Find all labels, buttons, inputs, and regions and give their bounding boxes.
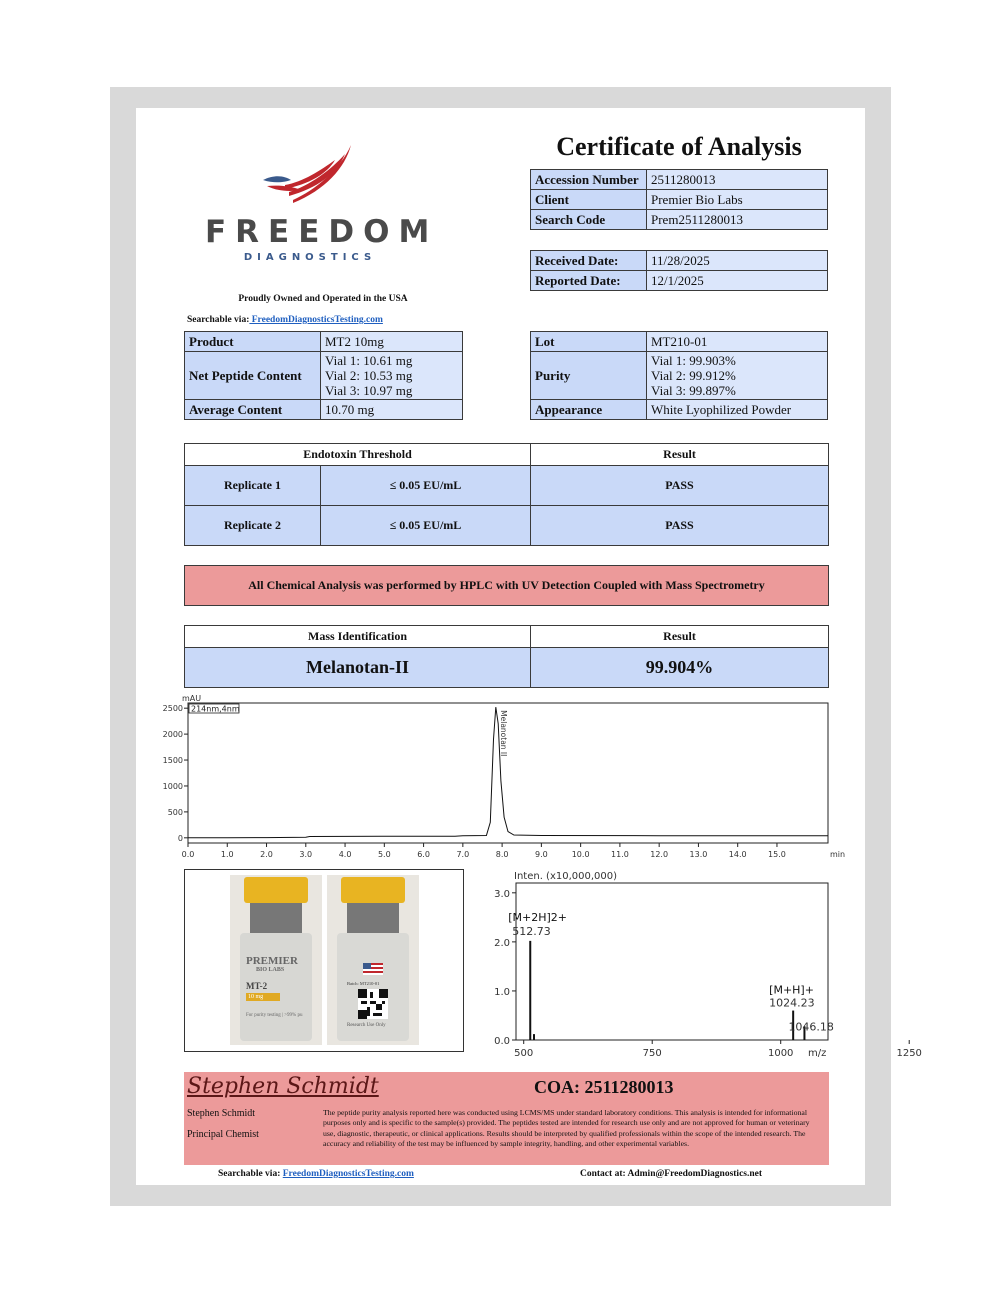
vial-note: For purity testing | >99% pu xyxy=(246,1013,303,1018)
x-tick-label: 12.0 xyxy=(650,850,669,859)
search-code-row: Search Code Prem2511280013 xyxy=(531,210,828,230)
x-tick-label: 11.0 xyxy=(610,850,629,859)
legend-entry: 214nm,4nm xyxy=(191,704,240,714)
y-tick-label: 3.0 xyxy=(494,888,510,900)
vial-neck xyxy=(250,903,302,933)
endotoxin-header: Endotoxin Threshold Result xyxy=(185,444,829,466)
y-tick-label: 500 xyxy=(167,807,183,817)
hplc-chromatogram xyxy=(150,690,846,868)
received-row: Received Date: 11/28/2025 xyxy=(531,251,828,271)
signature: Stephen Schmidt xyxy=(187,1074,379,1099)
x-tick-label: 1.0 xyxy=(220,850,234,859)
vial-logo-icon: PREMIER BIO LABS xyxy=(246,955,298,973)
table-row: Replicate 2 ≤ 0.05 EU/mL PASS xyxy=(185,506,829,546)
y-tick-label: 0 xyxy=(177,833,183,843)
x-tick-label: 10.0 xyxy=(571,850,590,859)
x-tick-label: 750 xyxy=(642,1048,662,1059)
x-tick-label: 9.0 xyxy=(535,850,548,859)
vial2-purity: Vial 2: 99.912% xyxy=(651,368,736,383)
vial2-content: Vial 2: 10.53 mg xyxy=(325,368,413,383)
freedom-logo xyxy=(205,140,439,265)
x-tick-label: 4.0 xyxy=(338,850,352,859)
y-tick-label: 1500 xyxy=(162,756,183,766)
vial3-content: Vial 3: 10.97 mg xyxy=(325,383,413,398)
table-row: Replicate 1 ≤ 0.05 EU/mL PASS xyxy=(185,466,829,506)
disclaimer: The peptide purity analysis reported here was conducted using LCMS/MS under standard laboratory conditions. This analysis is intended for informational purposes only and is specific to the sample(s) provided. The peptides tested are intended for research use only and are not approved for human or veterinary use, diagnostic, therapeutic, or clinical applications. Results should be interpreted by qualified professionals within the scope of the intended research. The accuracy and reliability of the test may be influenced by sample integrity, handling, and other experimental variables. xyxy=(323,1108,810,1149)
x-axis-label: min xyxy=(830,850,846,859)
vial-name: MT-2 xyxy=(246,981,268,991)
avg-content-row: Average Content 10.70 mg xyxy=(185,400,463,420)
method-banner: All Chemical Analysis was performed by HPLC with UV Detection Coupled with Mass Spectrometry xyxy=(184,565,829,606)
tagline: Proudly Owned and Operated in the USA xyxy=(238,294,408,304)
plot-frame xyxy=(516,883,828,1040)
page-title: Certificate of Analysis xyxy=(556,132,802,161)
accession-table xyxy=(530,169,828,230)
vial-cap xyxy=(244,877,308,903)
mass-id-row: Melanotan-II 99.904% xyxy=(185,648,829,688)
x-tick-label: 15.0 xyxy=(768,850,786,859)
x-tick-label: 13.0 xyxy=(689,850,708,859)
eagle-wing-icon xyxy=(205,140,415,215)
vial-back xyxy=(327,875,419,1045)
chemist-role: Principal Chemist xyxy=(187,1129,259,1140)
x-tick-label: 500 xyxy=(514,1048,534,1059)
footer-band xyxy=(184,1072,829,1165)
searchable-bottom xyxy=(218,1169,414,1179)
peak-ion-label: [M+H]+ xyxy=(769,983,814,997)
searchable-label: Searchable via: xyxy=(218,1169,283,1179)
lot-row: Lot MT210-01 xyxy=(531,332,828,352)
y-tick-label: 1.0 xyxy=(494,986,510,998)
product-row: Product MT2 10mg xyxy=(185,332,463,352)
x-tick-label: 3.0 xyxy=(299,850,313,859)
vial-photo xyxy=(184,869,464,1052)
x-tick-label: 8.0 xyxy=(495,850,509,859)
peak-mz-label: 1046.18 xyxy=(788,1020,834,1034)
x-tick-label: 0.0 xyxy=(181,850,195,859)
vial-lot: Batch: MT210-01 xyxy=(347,981,380,986)
vial3-purity: Vial 3: 99.897% xyxy=(651,383,736,398)
searchable-link[interactable]: FreedomDiagnosticsTesting.com xyxy=(249,315,383,325)
lot-table xyxy=(530,331,828,420)
vial-front xyxy=(230,875,322,1045)
vial-dose: 10 mg xyxy=(246,993,280,1001)
contact: Contact at: Admin@FreedomDiagnostics.net xyxy=(580,1169,763,1179)
net-content-row: Net Peptide Content Vial 1: 10.61 mg Vial 2: 10.53 mg Vial 3: 10.97 mg xyxy=(185,352,463,400)
x-tick-label: 2.0 xyxy=(260,850,273,859)
mass-id-header: Mass Identification Result xyxy=(185,626,829,648)
peak-mz-label: 1024.23 xyxy=(769,996,815,1010)
mass-spectrum xyxy=(470,868,922,1064)
peak-ion-label: [M+2H]2+ xyxy=(508,910,568,924)
client-row: Client Premier Bio Labs xyxy=(531,190,828,210)
dates-table xyxy=(530,250,828,291)
y-tick-label: 0.0 xyxy=(494,1036,510,1047)
vial-neck xyxy=(347,903,399,933)
x-axis-label: m/z xyxy=(808,1048,827,1059)
reported-row: Reported Date: 12/1/2025 xyxy=(531,271,828,291)
x-tick-label: 5.0 xyxy=(377,850,391,859)
x-tick-label: 7.0 xyxy=(456,850,470,859)
coa-number: COA: 2511280013 xyxy=(534,1077,674,1097)
y-axis-label: Inten. (x10,000,000) xyxy=(514,871,618,882)
purity-row: Purity Vial 1: 99.903% Vial 2: 99.912% Vial 3: 99.897% xyxy=(531,352,828,400)
x-tick-label: 6.0 xyxy=(417,850,430,859)
vial-body xyxy=(337,933,409,1041)
peak-mz-label: 512.73 xyxy=(512,924,551,938)
vial-cap xyxy=(341,877,405,903)
y-tick-label: 2000 xyxy=(162,730,183,740)
vial1-purity: Vial 1: 99.903% xyxy=(651,353,736,368)
y-tick-label: 2500 xyxy=(162,704,183,714)
y-tick-label: 2.0 xyxy=(494,937,510,949)
vial-ruo: Research Use Only xyxy=(347,1023,386,1028)
accession-row: Accession Number 2511280013 xyxy=(531,170,828,190)
y-axis-label: mAU xyxy=(182,694,202,703)
mass-id-table xyxy=(184,625,829,688)
searchable-label: Searchable via: xyxy=(187,315,250,325)
x-tick-label: 1000 xyxy=(767,1048,794,1059)
endotoxin-table xyxy=(184,443,829,546)
logo-subtitle: DIAGNOSTICS xyxy=(243,252,377,263)
x-tick-label: 1250 xyxy=(896,1048,922,1059)
vial1-content: Vial 1: 10.61 mg xyxy=(325,353,413,368)
searchable-link[interactable]: FreedomDiagnosticsTesting.com xyxy=(282,1169,414,1179)
usa-flag-icon xyxy=(363,963,383,975)
chemist-name: Stephen Schmidt xyxy=(187,1108,256,1119)
x-tick-label: 14.0 xyxy=(728,850,747,859)
product-table xyxy=(184,331,463,420)
searchable-top xyxy=(187,315,383,325)
appearance-row: Appearance White Lyophilized Powder xyxy=(531,400,828,420)
vial-body xyxy=(240,933,312,1041)
y-tick-label: 1000 xyxy=(162,781,183,791)
peak-label: Melanotan II xyxy=(498,710,508,757)
qr-code-icon xyxy=(358,989,388,1019)
logo-brand: FREEDOM xyxy=(205,214,439,250)
